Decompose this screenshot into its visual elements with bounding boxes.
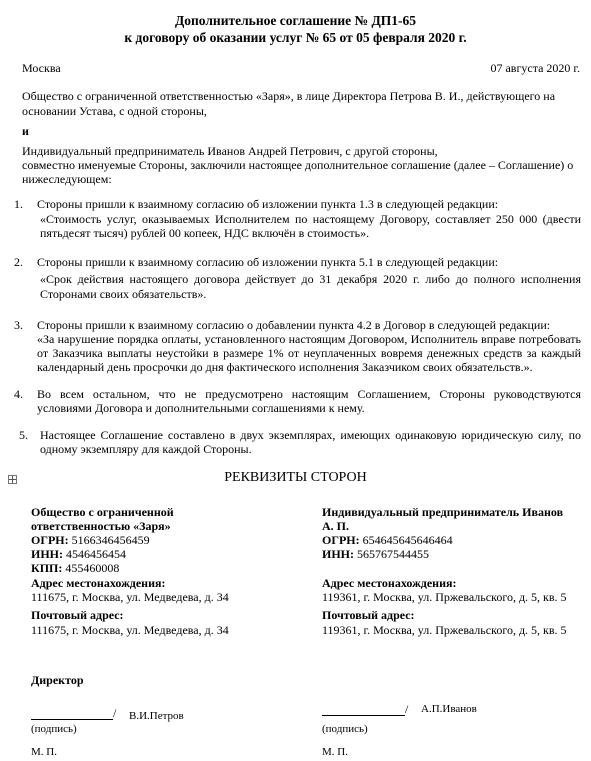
clause-3-quote-line3: календарный день просрочки до дня фактического исполнения Заказчиком своих обязательств.». xyxy=(37,360,533,374)
right-party-name-line1: Индивидуальный предприниматель Иванов xyxy=(322,505,564,519)
right-inn-row xyxy=(322,547,429,562)
preamble-and: и xyxy=(22,124,29,138)
preamble-party1-line2: основании Устава, с одной стороны, xyxy=(22,104,207,118)
clause-1-quote-line1: «Стоимость услуг, оказываемых Исполнителем по настоящему Договору, составляет 250 000 (двести xyxy=(40,212,581,226)
right-address: 119361, г. Москва, ул. Пржевальского, д. 5, кв. 5 xyxy=(322,590,567,604)
clause-4-line1: Во всем остальном, что не предусмотрено настоящим Соглашением, Стороны руководствуются xyxy=(37,387,581,401)
document-date: 07 августа 2020 г. xyxy=(490,61,580,75)
left-address: 111675, г. Москва, ул. Медведева, д. 34 xyxy=(31,590,229,604)
left-kpp-row xyxy=(31,561,119,576)
left-inn-row xyxy=(31,547,126,562)
clause-2-quote-line1: «Срок действия настоящего договора действует до 31 декабря 2020 г. либо до полного исполнения xyxy=(40,272,581,286)
right-signature-caption: (подпись) xyxy=(322,723,368,735)
left-signature-caption: (подпись) xyxy=(31,723,77,735)
right-ogrn-label: ОГРН: xyxy=(322,533,360,547)
document-title: Дополнительное соглашение № ДП1-65 xyxy=(174,13,417,28)
right-inn-label: ИНН: xyxy=(322,547,354,561)
clause-3-number: 3. xyxy=(14,318,23,332)
left-party-name-line1: Общество с ограниченной xyxy=(31,505,174,519)
preamble-party1-line1: Общество с ограниченной ответственностью «Заря», в лице Директора Петрова В. И., действующего на xyxy=(22,89,556,103)
clause-4-line2: условиями Договора и дополнительными соглашениями к нему. xyxy=(37,401,365,415)
clause-4-number: 4. xyxy=(14,387,23,401)
director-label: Директор xyxy=(31,673,84,687)
clause-5-number: 5. xyxy=(19,428,28,442)
left-inn-value: 4546456454 xyxy=(66,547,126,561)
city: Москва xyxy=(22,61,61,75)
clause-1-number: 1. xyxy=(14,197,23,211)
clause-2-quote-line2: Сторонами своих обязательств». xyxy=(40,287,207,301)
clause-2-text: Стороны пришли к взаимному согласию об изложении пункта 5.1 в следующей редакции: xyxy=(37,255,499,269)
clause-1-text: Стороны пришли к взаимному согласию об изложении пункта 1.3 в следующей редакции: xyxy=(37,197,499,211)
document-subtitle: к договору об оказании услуг № 65 от 05 февраля 2020 г. xyxy=(124,30,467,45)
preamble-party2-line2: совместно именуемые Стороны, заключили настоящее дополнительное соглашение (далее – Соглашение) о xyxy=(22,158,574,172)
left-ogrn-row xyxy=(31,533,150,548)
left-postal-label: Почтовый адрес: xyxy=(31,608,124,622)
left-signatory-name: В.И.Петров xyxy=(129,710,184,722)
clause-5-line1: Настоящее Соглашение составлено в двух экземплярах, имеющих одинаковую юридическую силу, по xyxy=(40,428,581,442)
left-inn-label: ИНН: xyxy=(31,547,63,561)
clause-3-text: Стороны пришли к взаимному согласию о добавлении пункта 4.2 в Договор в следующей редакции: xyxy=(37,318,551,332)
clause-2-number: 2. xyxy=(14,255,23,269)
right-signatory-name: А.П.Иванов xyxy=(421,703,477,715)
right-postal-address: 119361, г. Москва, ул. Пржевальского, д. 5, кв. 5 xyxy=(322,623,567,637)
right-postal-label: Почтовый адрес: xyxy=(322,608,415,622)
left-kpp-value: 455460008 xyxy=(65,561,120,575)
clause-1-quote-line2: пятьдесят тысяч) рублей 00 копеек, НДС включён в стоимость». xyxy=(40,226,370,240)
left-address-label: Адрес местонахождения: xyxy=(31,576,166,590)
right-address-label: Адрес местонахождения: xyxy=(322,576,457,590)
left-kpp-label: КПП: xyxy=(31,561,63,575)
left-party-name-line2: ответственностью «Заря» xyxy=(31,519,171,533)
right-inn-value: 565767544455 xyxy=(357,547,429,561)
left-ogrn-label: ОГРН: xyxy=(31,533,69,547)
right-party-name-line2: А. П. xyxy=(322,519,349,533)
right-signature-slash: / xyxy=(405,702,409,716)
right-stamp-label: М. П. xyxy=(322,746,348,758)
preamble-party2-line3: нижеследующем: xyxy=(22,172,112,186)
left-ogrn-value: 5166346456459 xyxy=(71,533,150,547)
left-stamp-label: М. П. xyxy=(31,746,57,758)
preamble-party2-line1: Индивидуальный предприниматель Иванов Андрей Петрович, с другой стороны, xyxy=(22,144,438,158)
left-postal-address: 111675, г. Москва, ул. Медведева, д. 34 xyxy=(31,623,229,637)
clause-5-line2: одному экземпляру для каждой Стороны. xyxy=(40,442,252,456)
clause-3-quote-line2: от Заказчика выплаты неустойки в размере 1% от неуплаченных вовремя денежных средств за каждый xyxy=(37,346,581,360)
right-ogrn-row xyxy=(322,533,453,548)
left-signature-slash: / xyxy=(113,706,117,720)
right-signature-line xyxy=(322,703,405,716)
left-signature-line xyxy=(31,707,113,720)
right-ogrn-value: 654645645646464 xyxy=(362,533,453,547)
requisites-heading: РЕКВИЗИТЫ СТОРОН xyxy=(224,470,367,485)
clause-3-quote-line1: «За нарушение порядка оплаты, установленного настоящим Договором, Исполнитель вправе потребовать xyxy=(37,332,581,346)
